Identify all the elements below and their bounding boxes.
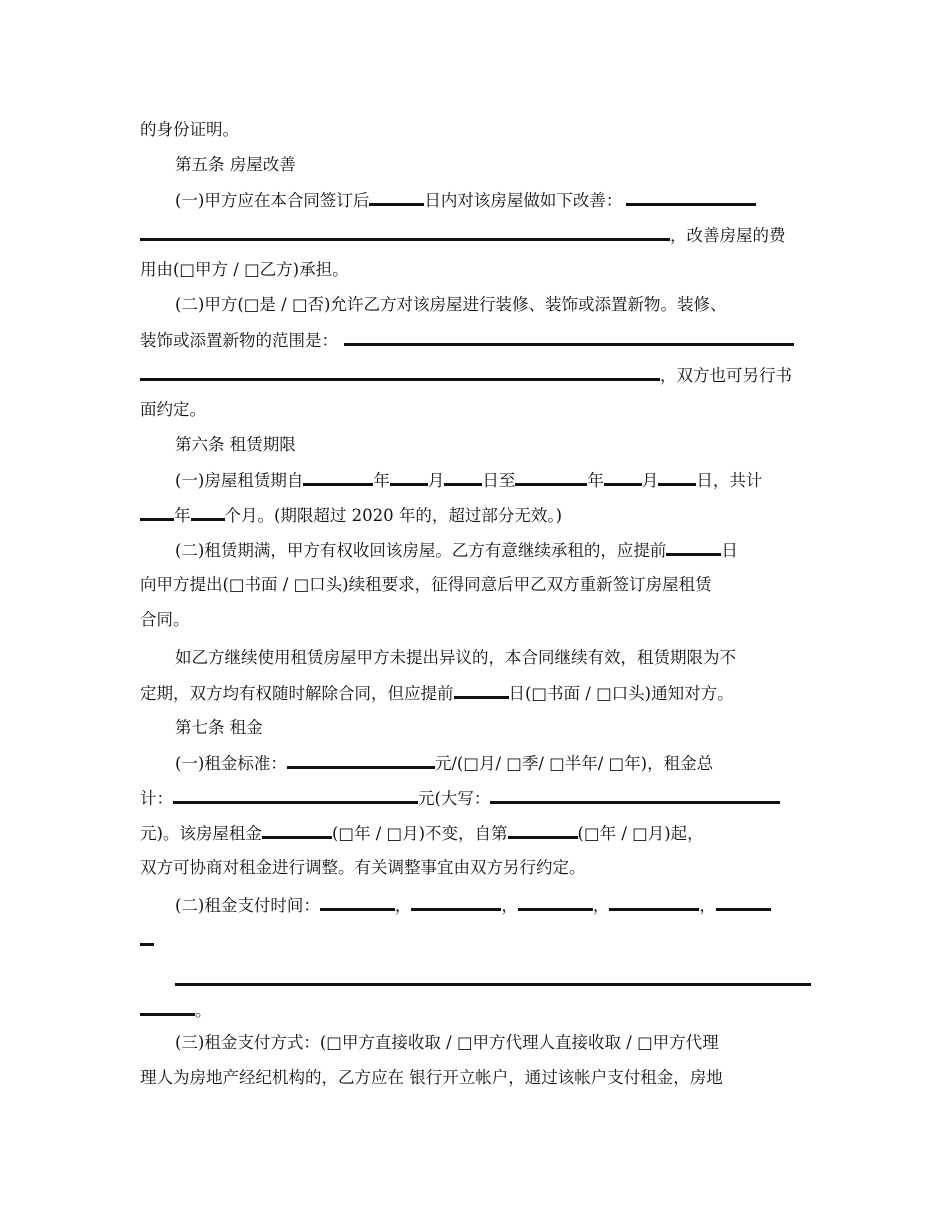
line-text: 日内对该房屋做如下改善：: [424, 191, 623, 210]
line-text: (一)租金标准：: [175, 754, 287, 773]
line-text: 向甲方提出(□书面 / □口头)续租要求，征得同意后甲乙双方重新签订房屋租赁: [140, 575, 712, 594]
fill-blank: [191, 505, 225, 521]
line-text: 装饰或添置新物的范围是：: [140, 331, 338, 350]
line-text: 计：: [140, 789, 173, 808]
line-text: 的身份证明。: [140, 120, 239, 139]
text-line: [140, 1068, 820, 1088]
line-text: 日(□书面 / □口头)通知对方。: [508, 684, 734, 703]
fill-blank: [609, 895, 699, 911]
text-line: [140, 260, 820, 280]
line-text: (二)租赁期满，甲方有权收回该房屋。乙方有意继续承租的，应提前: [175, 541, 667, 560]
text-line: [140, 365, 820, 386]
fill-blank: [508, 823, 578, 839]
line-text: ，改善房屋的费: [670, 226, 786, 245]
line-text: 元(大写：: [418, 789, 491, 808]
fill-blank: [287, 753, 435, 769]
text-line: [140, 823, 820, 844]
line-text: ，: [699, 896, 716, 915]
fill-blank: [626, 190, 756, 206]
line-text: (一)房屋租赁期自: [175, 471, 304, 490]
line-text: ，: [592, 896, 610, 915]
text-line: [175, 970, 820, 991]
line-text: 双方可协商对租金进行调整。有关调整事宜由双方另行约定。: [140, 858, 586, 877]
fill-blank: [175, 970, 811, 986]
fill-blank: [444, 470, 482, 486]
text-line: [175, 190, 820, 211]
line-text: ，双方也可另行书: [660, 366, 792, 385]
fill-blank: [369, 190, 424, 206]
line-text: 日至: [482, 471, 516, 490]
text-line: [175, 753, 820, 774]
fill-blank: [344, 330, 794, 346]
text-line: [140, 610, 820, 630]
text-line: [140, 1000, 820, 1021]
line-text: (□年 / □月)不变，自第: [331, 824, 508, 843]
line-text: 元)。该房屋租金: [140, 824, 262, 843]
text-line: [140, 505, 820, 526]
heading-text: 第六条 租赁期限: [175, 435, 296, 454]
line-text: 如乙方继续使用租赁房屋甲方未提出异议的，本合同继续有效，租赁期限为不: [175, 648, 736, 667]
text-line: [140, 120, 820, 140]
text-line: [175, 895, 820, 916]
line-text: 个月。(期限超过 2020 年的，超过部分无效。): [224, 506, 563, 525]
line-text: 元/(□月/ □季/ □半年/ □年)，租金总: [434, 754, 714, 773]
fill-blank: [140, 365, 660, 381]
fill-blank: [658, 470, 696, 486]
text-line: [140, 930, 820, 951]
fill-blank: [515, 470, 587, 486]
fill-blank: [140, 1000, 195, 1016]
text-line: [140, 330, 820, 351]
fill-blank: [716, 895, 771, 911]
fill-blank: [140, 225, 670, 241]
line-text: (二)租金支付时间：: [175, 896, 320, 915]
line-text: 年: [587, 471, 604, 490]
section-heading-7: [175, 718, 855, 738]
line-text: 月: [427, 471, 445, 490]
fill-blank: [490, 788, 780, 804]
fill-blank: [666, 540, 721, 556]
line-text: 面约定。: [140, 400, 206, 419]
line-text: 年: [373, 471, 390, 490]
text-line: [175, 540, 820, 561]
text-line: [175, 648, 820, 668]
fill-blank: [140, 505, 174, 521]
text-line: [140, 225, 820, 246]
text-line: [140, 788, 820, 809]
fill-blank: [303, 470, 373, 486]
line-text: 年: [174, 506, 191, 525]
heading-text: 第五条 房屋改善: [175, 155, 296, 174]
line-text: 定期，双方均有权随时解除合同，但应提前: [140, 684, 454, 703]
line-text: 理人为房地产经纪机构的，乙方应在 银行开立帐户，通过该帐户支付租金，房地: [140, 1068, 723, 1087]
line-text: (一)甲方应在本合同签订后: [175, 191, 370, 210]
section-heading-5: [175, 155, 855, 175]
fill-blank: [320, 895, 395, 911]
text-line: [175, 1033, 820, 1053]
line-text: ，: [501, 896, 518, 915]
fill-blank: [604, 470, 642, 486]
line-text: 月: [641, 471, 659, 490]
text-line: [175, 295, 825, 315]
text-line: [140, 683, 820, 704]
line-text: (二)甲方(□是 / □否)允许乙方对该房屋进行装修、装饰或添置新物。装修、: [175, 295, 727, 314]
fill-blank: [262, 823, 332, 839]
fill-blank: [518, 895, 593, 911]
line-text: 合同。: [140, 610, 190, 629]
line-text: 。: [195, 1001, 212, 1020]
fill-blank: [454, 683, 509, 699]
line-text: 用由(□甲方 / □乙方)承担。: [140, 260, 349, 279]
line-text: 日: [721, 541, 738, 560]
text-line: [140, 858, 820, 878]
fill-blank: [390, 470, 428, 486]
line-text: (□年 / □月)起，: [577, 824, 704, 843]
fill-blank: [411, 895, 501, 911]
text-line: [175, 470, 820, 491]
heading-text: 第七条 租金: [175, 718, 263, 737]
section-heading-6: [175, 435, 855, 455]
line-text: ，: [394, 896, 412, 915]
fill-blank: [173, 788, 418, 804]
text-line: [140, 575, 820, 595]
line-text: 日，共计: [696, 471, 763, 490]
text-line: [140, 400, 820, 420]
line-text: (三)租金支付方式：(□甲方直接收取 / □甲方代理人直接收取 / □甲方代理: [175, 1033, 719, 1052]
fill-blank: [140, 930, 154, 946]
